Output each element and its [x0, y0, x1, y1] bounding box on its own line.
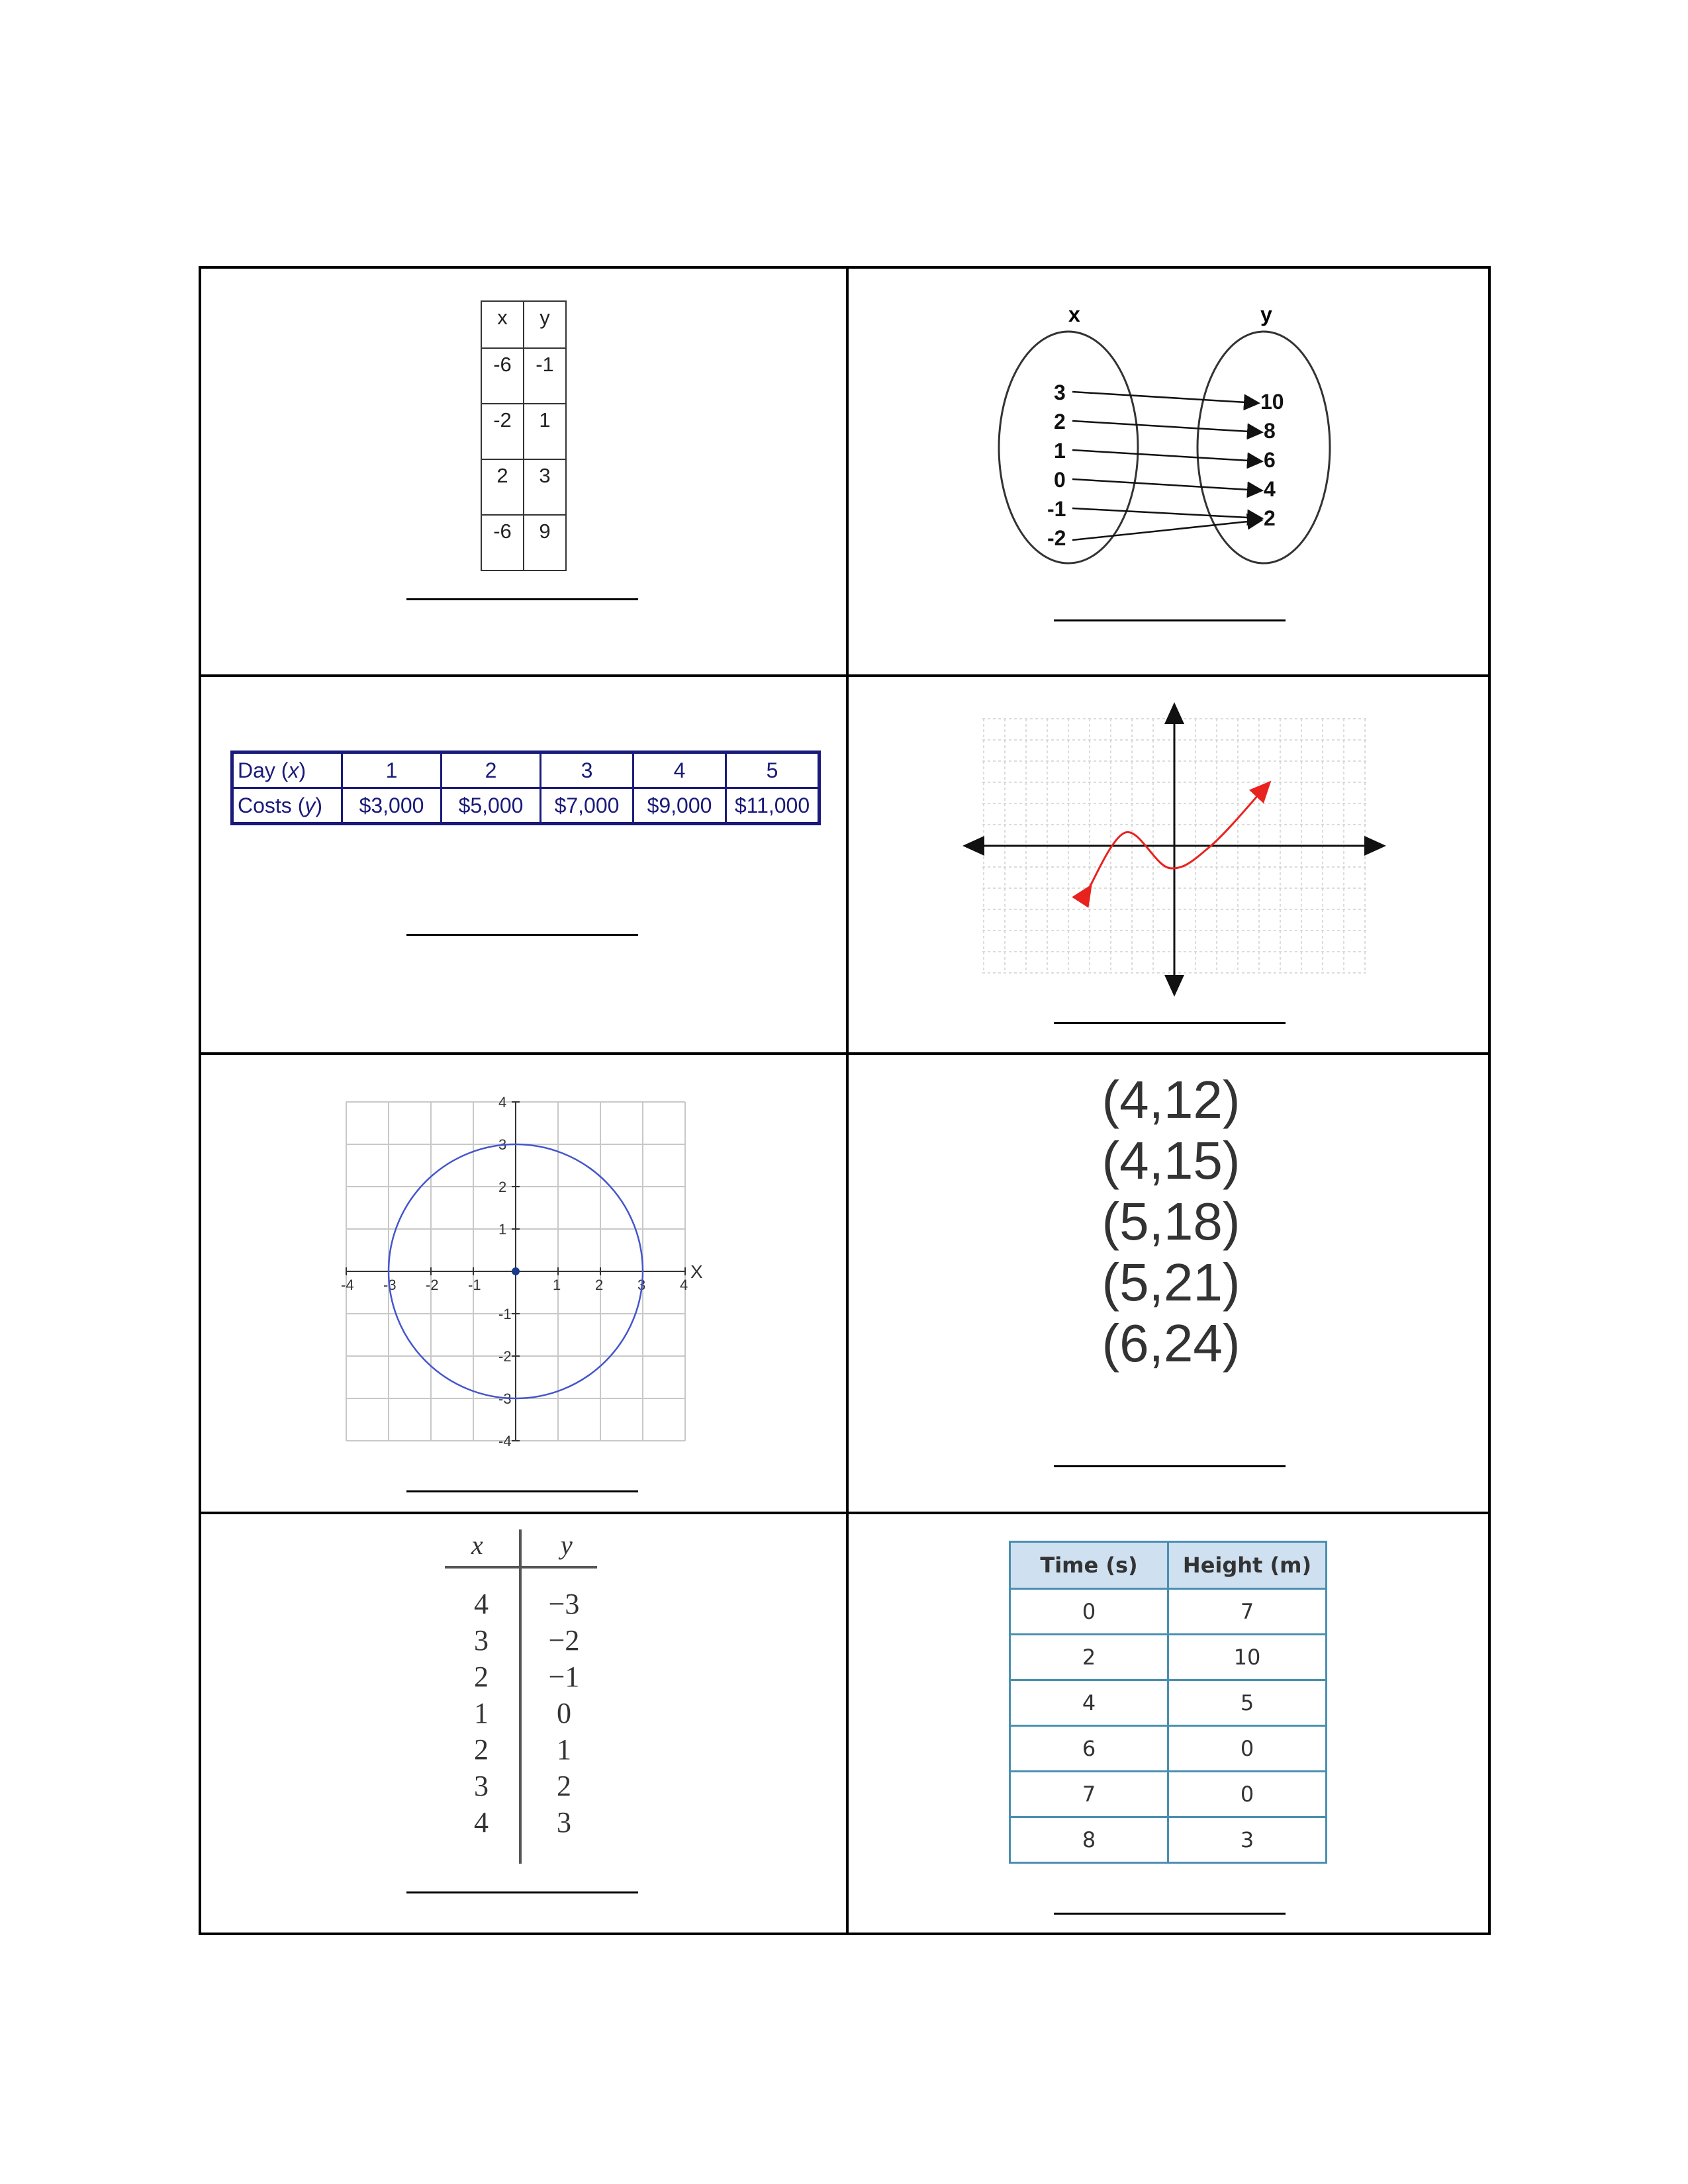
table-cell: 5 — [726, 752, 820, 788]
circle-graph — [334, 1079, 704, 1450]
tick-label: 4 — [680, 1277, 688, 1293]
column-divider — [846, 269, 849, 1933]
table-row — [1010, 1635, 1327, 1680]
mapping-arrow — [1072, 450, 1260, 461]
tick-label: 3 — [637, 1277, 646, 1293]
table-cell: 2 — [474, 1661, 489, 1693]
answer-blank[interactable] — [1054, 1022, 1286, 1024]
table-cell: 2 — [442, 752, 541, 788]
ordered-pair: (5,21) — [1102, 1253, 1241, 1312]
column-rule — [519, 1529, 522, 1864]
table-cell: 10 — [1168, 1635, 1327, 1680]
tick-label: -4 — [498, 1433, 512, 1449]
tick-label: -2 — [426, 1277, 439, 1293]
tick-label: 4 — [498, 1094, 507, 1111]
tick-label: -3 — [383, 1277, 397, 1293]
table-header: Time (s) — [1010, 1542, 1168, 1589]
tick-label: -4 — [341, 1277, 354, 1293]
ordered-pair: (6,24) — [1102, 1314, 1241, 1373]
tick-label: -1 — [498, 1306, 512, 1322]
table-cell: $3,000 — [342, 788, 442, 824]
table-cell: 3 — [1168, 1817, 1327, 1863]
ordered-pair: (4,12) — [1102, 1070, 1241, 1129]
table-cell: 2 — [557, 1770, 571, 1802]
table-cell: 4 — [633, 752, 726, 788]
table-cell: −3 — [548, 1588, 580, 1620]
table-cell: 3 — [474, 1770, 489, 1802]
table-row — [1010, 1589, 1327, 1635]
answer-blank[interactable] — [1054, 1913, 1286, 1915]
answer-blank[interactable] — [406, 934, 638, 936]
table-cell: 1 — [557, 1733, 571, 1766]
table-row — [1010, 1680, 1327, 1726]
range-value: 6 — [1264, 448, 1276, 472]
domain-label: x — [1068, 302, 1080, 326]
table-cell: 1 — [474, 1697, 489, 1729]
table-cell: 2 — [474, 1733, 489, 1766]
tick-label: -3 — [498, 1390, 512, 1407]
table-cell: 3 — [474, 1624, 489, 1657]
table-row — [481, 404, 566, 459]
table-header: x — [481, 301, 524, 348]
range-value: 4 — [1264, 477, 1276, 501]
table-cell: −2 — [548, 1624, 580, 1657]
table-cell: 2 — [1010, 1635, 1168, 1680]
tick-label: -2 — [498, 1348, 512, 1365]
row-header-day: Day (x) — [232, 752, 342, 788]
x-axis-label: X — [690, 1261, 703, 1282]
table-row — [481, 348, 566, 404]
table-cell: 5 — [1168, 1680, 1327, 1726]
domain-oval — [999, 332, 1138, 563]
tick-label: 2 — [498, 1179, 507, 1195]
table-row — [1010, 1726, 1327, 1772]
domain-value: 3 — [1054, 381, 1066, 404]
domain-value: 1 — [1054, 439, 1066, 463]
xy-vertical-table — [445, 1529, 597, 1867]
table-cell: $7,000 — [541, 788, 633, 824]
tick-label: 1 — [498, 1221, 507, 1238]
table-cell: 4 — [474, 1806, 489, 1839]
row-divider — [201, 1052, 1488, 1055]
ordered-pair: (5,18) — [1102, 1192, 1241, 1251]
time-height-table — [1009, 1541, 1327, 1864]
cost-table — [230, 751, 821, 825]
answer-blank[interactable] — [1054, 619, 1286, 621]
x-column — [465, 1586, 498, 1841]
domain-value: -1 — [1047, 497, 1066, 521]
table-row — [232, 752, 820, 788]
mapping-arrow — [1072, 479, 1260, 490]
domain-value: 0 — [1054, 468, 1066, 492]
table-row — [1010, 1772, 1327, 1817]
domain-value: 2 — [1054, 410, 1066, 433]
table-cell: 3 — [524, 459, 566, 515]
table-cell: -6 — [481, 515, 524, 570]
table-row — [232, 788, 820, 824]
tick-label: 3 — [498, 1136, 507, 1153]
table-cell: -2 — [481, 404, 524, 459]
domain-value: -2 — [1047, 526, 1066, 550]
table-cell: 3 — [557, 1806, 571, 1839]
tick-label: 1 — [553, 1277, 561, 1293]
ordered-pairs — [1055, 1069, 1287, 1374]
range-value: 8 — [1264, 419, 1276, 443]
table-cell: 0 — [1168, 1772, 1327, 1817]
table-cell: 9 — [524, 515, 566, 570]
mapping-arrow — [1072, 520, 1260, 540]
table-cell: 0 — [1168, 1726, 1327, 1772]
y-header: y — [561, 1530, 573, 1560]
table-cell: $9,000 — [633, 788, 726, 824]
row-header-costs: Costs (y) — [232, 788, 342, 824]
worksheet-grid — [199, 266, 1491, 1935]
table-row — [481, 515, 566, 570]
mapping-arrow — [1072, 392, 1257, 403]
range-label: y — [1260, 302, 1272, 326]
table-cell: 4 — [1010, 1680, 1168, 1726]
ordered-pair: (4,15) — [1102, 1131, 1241, 1190]
mapping-arrow — [1072, 421, 1260, 432]
range-value: 10 — [1260, 390, 1284, 414]
mapping-diagram — [982, 289, 1380, 580]
table-cell: $11,000 — [726, 788, 820, 824]
table-cell: 0 — [1010, 1589, 1168, 1635]
table-cell: 7 — [1168, 1589, 1327, 1635]
table-cell: 7 — [1010, 1772, 1168, 1817]
row-divider — [201, 674, 1488, 677]
answer-blank[interactable] — [1054, 1465, 1286, 1467]
table-cell: 1 — [342, 752, 442, 788]
xy-table — [481, 300, 567, 571]
row-divider — [201, 1512, 1488, 1514]
y-column — [538, 1586, 590, 1841]
table-cell: 2 — [481, 459, 524, 515]
answer-blank[interactable] — [406, 1490, 638, 1492]
mapping-arrow — [1072, 508, 1260, 518]
range-value: 2 — [1264, 506, 1276, 530]
table-cell: 6 — [1010, 1726, 1168, 1772]
table-cell: 4 — [474, 1588, 489, 1620]
function-graph — [962, 692, 1386, 997]
x-header: x — [471, 1530, 483, 1560]
table-row — [481, 459, 566, 515]
table-cell: −1 — [548, 1661, 580, 1693]
table-cell: 0 — [557, 1697, 571, 1729]
table-row — [1010, 1817, 1327, 1863]
answer-blank[interactable] — [406, 1891, 638, 1893]
table-header: y — [524, 301, 566, 348]
table-cell: $5,000 — [442, 788, 541, 824]
table-cell: 8 — [1010, 1817, 1168, 1863]
center-point — [512, 1267, 520, 1275]
table-cell: 3 — [541, 752, 633, 788]
table-cell: 1 — [524, 404, 566, 459]
table-header: Height (m) — [1168, 1542, 1327, 1589]
tick-label: -1 — [468, 1277, 481, 1293]
table-cell: -6 — [481, 348, 524, 404]
tick-label: 2 — [595, 1277, 604, 1293]
table-cell: -1 — [524, 348, 566, 404]
answer-blank[interactable] — [406, 598, 638, 600]
